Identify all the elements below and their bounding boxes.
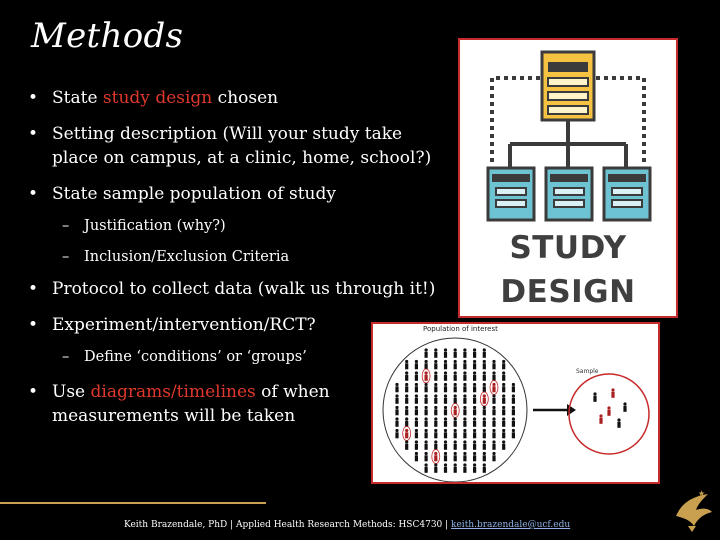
person-icon — [425, 360, 428, 369]
person-icon — [425, 452, 428, 461]
person-icon — [463, 348, 466, 357]
person-icon — [444, 429, 447, 438]
person-icon — [454, 394, 457, 403]
person-icon — [463, 429, 466, 438]
person-icon — [434, 440, 437, 449]
person-icon — [593, 392, 596, 401]
person-icon — [502, 417, 505, 426]
study-label: STUDY — [509, 230, 627, 266]
bullet-text: Setting description (Will your study take — [52, 124, 403, 144]
person-icon — [425, 417, 428, 426]
person-icon — [492, 452, 495, 461]
person-icon — [454, 452, 457, 461]
person-icon — [490, 381, 498, 395]
person-icon — [463, 383, 466, 392]
bullet-experiment: • Experiment/intervention/RCT? — [28, 313, 458, 337]
person-icon — [512, 429, 515, 438]
svg-text:★: ★ — [698, 489, 706, 498]
bullet-sample-population: • State sample population of study — [28, 182, 458, 206]
people-icon — [373, 324, 658, 482]
bullet-text: chosen — [212, 88, 279, 108]
person-icon — [473, 406, 476, 415]
person-icon — [463, 463, 466, 472]
person-icon — [512, 394, 515, 403]
person-icon — [405, 394, 408, 403]
person-icon — [454, 383, 457, 392]
person-icon — [463, 406, 466, 415]
person-icon — [473, 429, 476, 438]
person-icon — [444, 360, 447, 369]
person-icon — [492, 429, 495, 438]
person-icon — [483, 348, 486, 357]
sub-bullet-conditions: – Define ‘conditions’ or ‘groups’ — [28, 346, 458, 368]
bullet-study-design — [28, 86, 458, 110]
person-icon — [454, 429, 457, 438]
person-icon — [425, 406, 428, 415]
person-icon — [444, 452, 447, 461]
person-icon — [473, 417, 476, 426]
person-icon — [483, 417, 486, 426]
person-icon — [434, 394, 437, 403]
person-icon — [492, 394, 495, 403]
bullet-protocol: • Protocol to collect data (walk us through it!) — [28, 277, 458, 301]
person-icon — [454, 440, 457, 449]
person-icon — [483, 371, 486, 380]
person-icon — [415, 452, 418, 461]
person-icon — [512, 417, 515, 426]
person-icon — [454, 463, 457, 472]
highlight-text: study design — [102, 88, 213, 108]
person-icon — [444, 406, 447, 415]
person-icon — [395, 417, 398, 426]
slide-title: Methods — [31, 16, 184, 56]
design-label: DESIGN — [500, 274, 636, 310]
person-icon — [599, 414, 602, 423]
person-icon — [444, 463, 447, 472]
bullet-setting — [28, 122, 458, 170]
person-icon — [502, 394, 505, 403]
person-icon — [623, 402, 626, 411]
person-icon — [425, 429, 428, 438]
bullet-text: Use — [52, 382, 91, 402]
person-icon — [444, 371, 447, 380]
person-icon — [405, 440, 408, 449]
person-icon — [434, 383, 437, 392]
person-icon — [502, 406, 505, 415]
person-icon — [434, 406, 437, 415]
person-icon — [454, 360, 457, 369]
person-icon — [415, 360, 418, 369]
person-icon — [492, 440, 495, 449]
person-icon — [463, 440, 466, 449]
person-icon — [502, 383, 505, 392]
highlight-text: diagrams/timelines — [90, 382, 256, 402]
person-icon — [454, 417, 457, 426]
person-icon — [492, 371, 495, 380]
person-icon — [512, 406, 515, 415]
person-icon — [434, 429, 437, 438]
person-icon — [444, 440, 447, 449]
person-icon — [415, 429, 418, 438]
person-icon — [415, 371, 418, 380]
person-icon — [405, 360, 408, 369]
person-icon — [463, 417, 466, 426]
person-icon — [425, 440, 428, 449]
person-icon — [463, 371, 466, 380]
person-icon — [473, 440, 476, 449]
person-icon — [405, 383, 408, 392]
bullet-text: measurements will be taken — [52, 406, 296, 426]
person-icon — [415, 406, 418, 415]
person-icon — [473, 371, 476, 380]
person-icon — [483, 452, 486, 461]
person-icon — [480, 392, 488, 406]
person-icon — [463, 452, 466, 461]
person-icon — [483, 429, 486, 438]
sub-bullet-justification: – Justification (why?) — [28, 215, 458, 237]
person-icon — [473, 394, 476, 403]
person-icon — [395, 429, 398, 438]
bullet-text: of when — [255, 382, 330, 402]
email-link[interactable]: keith.brazendale@ucf.edu — [451, 520, 571, 530]
person-icon — [434, 348, 437, 357]
person-icon — [415, 383, 418, 392]
person-icon — [473, 452, 476, 461]
person-icon — [405, 371, 408, 380]
person-icon — [451, 404, 459, 418]
person-icon — [434, 463, 437, 472]
person-icon — [502, 429, 505, 438]
footer-text: Keith Brazendale, PhD | Applied Health Research Methods: HSC4730 | — [124, 520, 452, 530]
person-icon — [432, 450, 440, 464]
person-icon — [611, 388, 614, 397]
person-icon — [607, 406, 610, 415]
person-icon — [483, 463, 486, 472]
population-title: Population of interest — [423, 325, 498, 333]
sub-bullet-criteria: – Inclusion/Exclusion Criteria — [28, 246, 458, 268]
person-icon — [483, 406, 486, 415]
person-icon — [405, 406, 408, 415]
person-icon — [405, 417, 408, 426]
person-icon — [502, 440, 505, 449]
person-icon — [444, 417, 447, 426]
person-icon — [617, 418, 620, 427]
person-icon — [425, 383, 428, 392]
bullet-text: State — [52, 88, 103, 108]
person-icon — [473, 383, 476, 392]
person-icon — [454, 348, 457, 357]
person-icon — [425, 394, 428, 403]
footer — [124, 520, 604, 530]
sample-label: Sample — [576, 368, 599, 375]
person-icon — [512, 383, 515, 392]
person-icon — [463, 360, 466, 369]
person-icon — [434, 360, 437, 369]
person-icon — [422, 369, 430, 383]
person-icon — [483, 440, 486, 449]
person-icon — [444, 383, 447, 392]
person-icon — [403, 427, 411, 441]
person-icon — [463, 394, 466, 403]
person-icon — [415, 394, 418, 403]
footer-divider — [0, 502, 266, 504]
bullet-text: place on campus, at a clinic, home, school?) — [52, 148, 432, 168]
person-icon — [444, 394, 447, 403]
person-icon — [395, 394, 398, 403]
person-icon — [395, 383, 398, 392]
person-icon — [395, 406, 398, 415]
person-icon — [425, 463, 428, 472]
person-icon — [454, 371, 457, 380]
person-icon — [473, 463, 476, 472]
person-icon — [483, 383, 486, 392]
person-icon — [473, 348, 476, 357]
person-icon — [434, 417, 437, 426]
person-icon — [492, 360, 495, 369]
person-icon — [502, 360, 505, 369]
person-icon — [502, 371, 505, 380]
person-icon — [483, 360, 486, 369]
ucf-pegasus-logo — [668, 486, 716, 534]
study-design-image — [458, 38, 678, 318]
person-icon — [444, 348, 447, 357]
person-icon — [473, 360, 476, 369]
person-icon — [415, 440, 418, 449]
population-sample-image — [371, 322, 660, 484]
person-icon — [492, 417, 495, 426]
person-icon — [492, 406, 495, 415]
person-icon — [434, 371, 437, 380]
person-icon — [415, 417, 418, 426]
person-icon — [425, 348, 428, 357]
